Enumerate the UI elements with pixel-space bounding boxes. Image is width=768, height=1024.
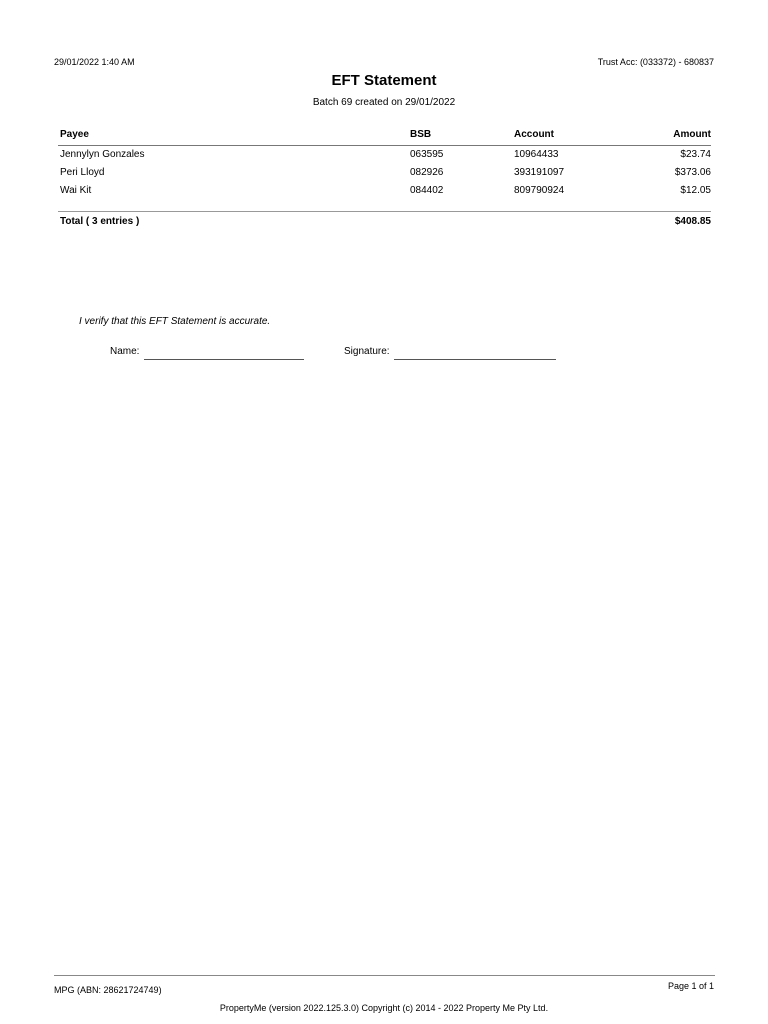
company-abn: MPG (ABN: 28621724749): [54, 985, 162, 995]
account-cell: 10964433: [514, 149, 559, 160]
signature-line: [394, 359, 556, 360]
table-header: [58, 129, 711, 146]
amount-cell: $23.74: [680, 149, 711, 160]
print-datetime: 29/01/2022 1:40 AM: [54, 57, 135, 67]
payee-cell: Peri Lloyd: [60, 167, 105, 178]
account-cell: 393191097: [514, 167, 565, 178]
total-divider: [58, 203, 711, 212]
name-signature-line: [144, 359, 304, 360]
column-header-amount: Amount: [673, 129, 711, 140]
trust-account: Trust Acc: (033372) - 680837: [597, 57, 714, 67]
total-amount: $408.85: [674, 216, 711, 227]
amount-cell: $12.05: [680, 185, 711, 196]
bsb-cell: 084402: [410, 185, 444, 196]
payee-cell: Wai Kit: [60, 185, 92, 196]
bsb-cell: 082926: [410, 167, 444, 178]
signature-label: Signature:: [344, 346, 390, 357]
verification-statement: I verify that this EFT Statement is accurate.: [79, 316, 271, 327]
name-label: Name:: [110, 346, 140, 357]
table-row: [58, 167, 711, 185]
copyright-notice: PropertyMe (version 2022.125.3.0) Copyright (c) 2014 - 2022 Property Me Pty Ltd.: [219, 1003, 549, 1013]
account-cell: 809790924: [514, 185, 565, 196]
column-header-account: Account: [514, 129, 554, 140]
column-header-bsb: BSB: [410, 129, 432, 140]
column-header-payee: Payee: [60, 129, 89, 140]
table-row: [58, 149, 711, 167]
page-number: Page 1 of 1: [667, 981, 714, 991]
page-title: EFT Statement: [331, 72, 437, 89]
total-label: Total ( 3 entries ): [60, 216, 140, 227]
amount-cell: $373.06: [674, 167, 711, 178]
payee-cell: Jennylyn Gonzales: [60, 149, 145, 160]
table-body: [58, 146, 711, 203]
footer-divider: [54, 975, 715, 976]
batch-subtitle: Batch 69 created on 29/01/2022: [312, 97, 456, 108]
eft-table: [58, 129, 711, 234]
total-row: [58, 216, 711, 234]
table-row: [58, 185, 711, 203]
bsb-cell: 063595: [410, 149, 444, 160]
